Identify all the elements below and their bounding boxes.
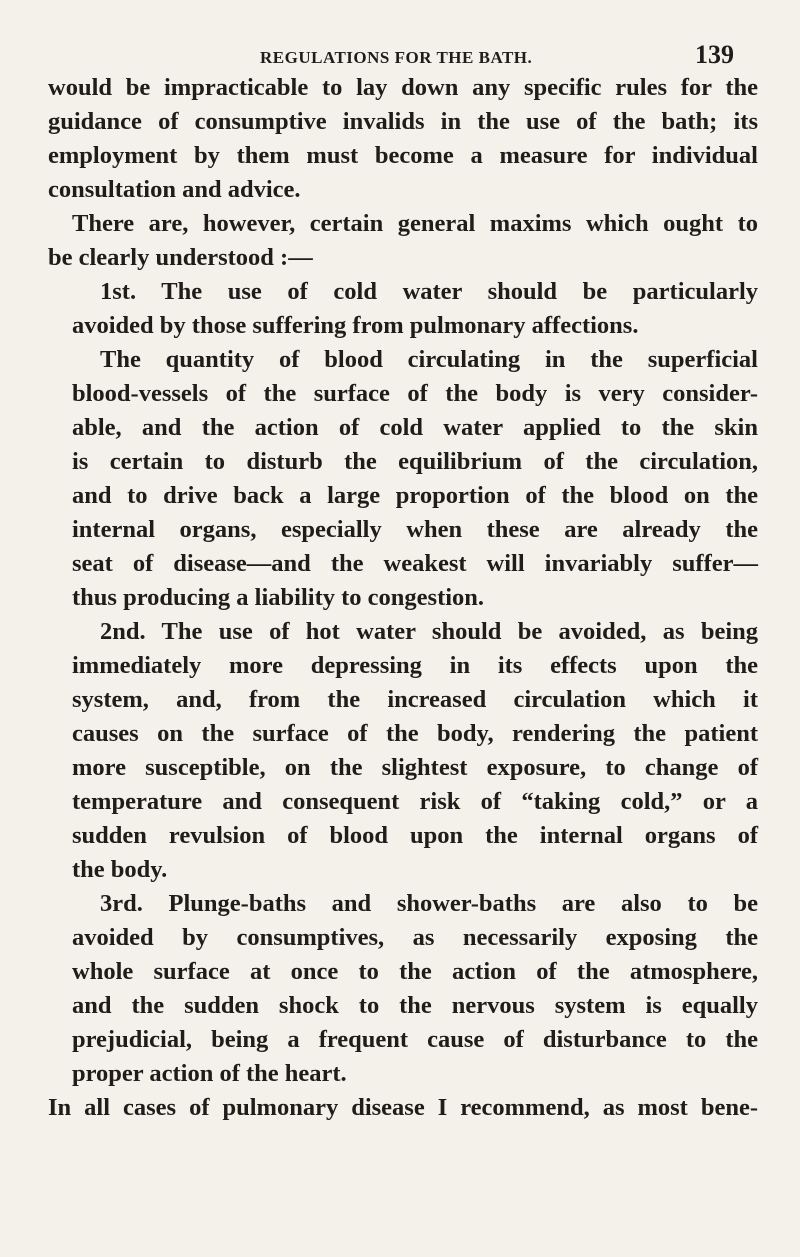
text-line: avoided by consumptives, as necessarily exposing the (72, 924, 758, 951)
text-line: is certain to disturb the equilibrium of the circulation, (72, 448, 758, 475)
text-line: In all cases of pulmonary disease I recommend, as most bene- (48, 1094, 758, 1121)
text-line: seat of disease—and the weakest will invariably suffer— (72, 550, 758, 577)
text-line: whole surface at once to the action of the atmosphere, (72, 958, 758, 985)
text-line: more susceptible, on the slightest exposure, to change of (72, 754, 758, 781)
text-line: and the sudden shock to the nervous system is equally (72, 992, 758, 1019)
text-line: guidance of consumptive invalids in the use of the bath; its (48, 108, 758, 135)
page-number: 139 (695, 40, 734, 69)
text-line: blood-vessels of the surface of the body is very consider- (72, 380, 758, 407)
text-line: avoided by those suffering from pulmonary affections. (72, 312, 639, 339)
text-line: 1st. The use of cold water should be particularly (100, 278, 758, 305)
text-line: consultation and advice. (48, 176, 301, 203)
text-line: would be impracticable to lay down any specific rules for the (48, 74, 758, 101)
text-line: There are, however, certain general maxims which ought to (72, 210, 758, 237)
text-line: internal organs, especially when these are already the (72, 516, 758, 543)
text-line: thus producing a liability to congestion. (72, 584, 485, 611)
text-line: sudden revulsion of blood upon the internal organs of (72, 822, 758, 849)
running-head: REGULATIONS FOR THE BATH. (260, 48, 533, 67)
text-line: causes on the surface of the body, rendering the patient (72, 720, 758, 747)
text-line: prejudicial, being a frequent cause of disturbance to the (72, 1026, 758, 1053)
text-line: able, and the action of cold water applied to the skin (72, 414, 758, 441)
text-line: temperature and consequent risk of “taking cold,” or a (72, 788, 758, 815)
text-line: immediately more depressing in its effects upon the (72, 652, 758, 679)
text-line: and to drive back a large proportion of the blood on the (72, 482, 758, 509)
text-line: system, and, from the increased circulation which it (72, 686, 758, 713)
text-line: proper action of the heart. (72, 1060, 347, 1087)
text-line: employment by them must become a measure for individual (48, 142, 758, 169)
text-line: the body. (72, 856, 168, 883)
text-line: 3rd. Plunge-baths and shower-baths are also to be (100, 890, 758, 917)
text-line: be clearly understood :— (48, 244, 313, 271)
text-line: 2nd. The use of hot water should be avoided, as being (100, 618, 758, 645)
text-line: The quantity of blood circulating in the superficial (100, 346, 758, 373)
